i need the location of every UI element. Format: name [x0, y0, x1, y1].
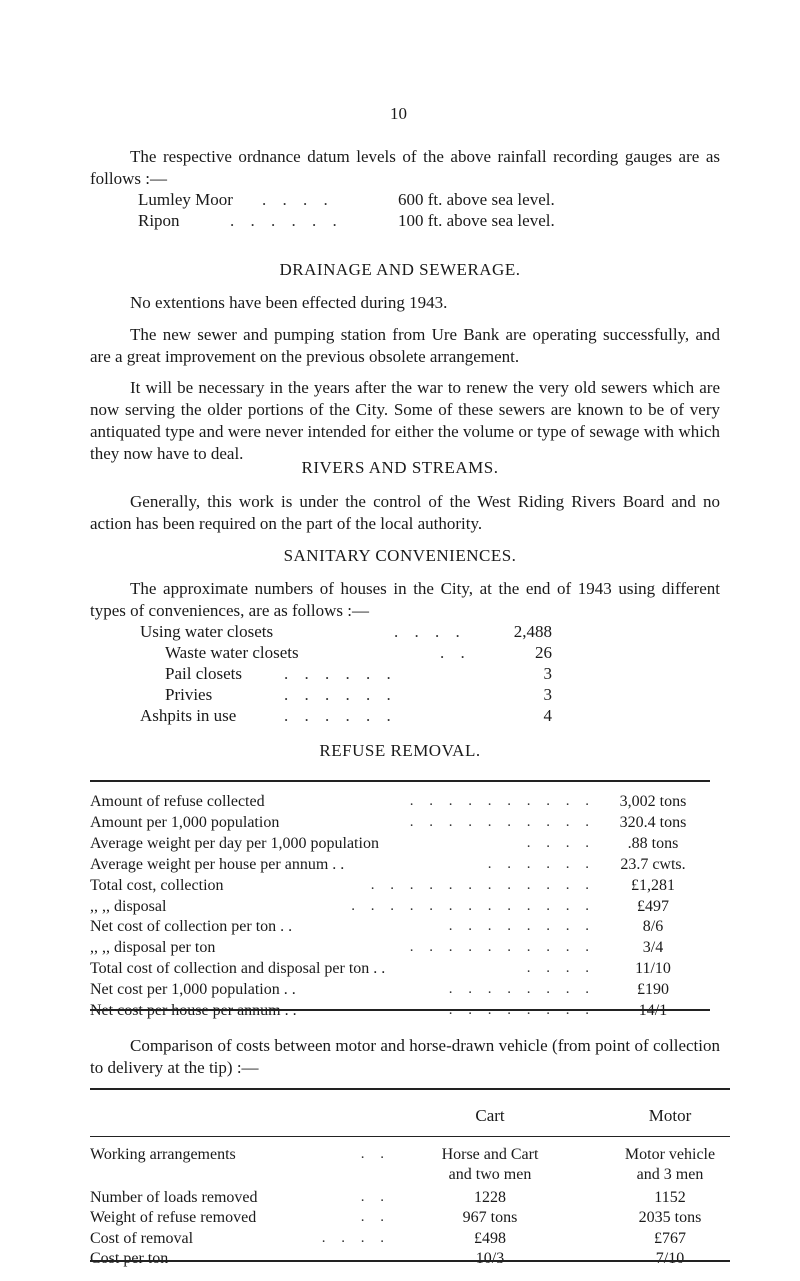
leader-dots: . . . . . . . . . . — [409, 813, 595, 830]
refuse-row-value: 23.7 cwts. — [620, 855, 686, 873]
refuse-row-label: Amount per 1,000 population — [90, 813, 280, 831]
gauge-place: Ripon — [138, 211, 180, 230]
section-heading-refuse: REFUSE REMOVAL. — [319, 741, 481, 760]
refuse-row-value: 11/10 — [635, 960, 671, 978]
leader-dots: . . — [360, 1189, 390, 1205]
leader-dots: . . . . — [526, 834, 595, 851]
section-heading-rivers: RIVERS AND STREAMS. — [301, 458, 499, 477]
gauge-level: 600 ft. above sea level. — [398, 190, 555, 209]
comparison-cart-value: 10/3 — [475, 1250, 505, 1267]
comparison-cart-value: £498 — [474, 1230, 506, 1247]
leader-dots: . . . . — [526, 960, 595, 977]
leader-dots: . . . . . . . . . . — [409, 793, 595, 809]
leader-dots: . . . . . . — [284, 685, 397, 704]
refuse-row-label: Total cost, collection — [90, 876, 224, 894]
comparison-cart-value: 1228 — [474, 1189, 506, 1206]
refuse-row-value: 8/6 — [642, 918, 664, 936]
comparison-row-label: Cost per ton — [90, 1250, 169, 1267]
comparison-row-label: Number of loads removed — [90, 1189, 258, 1206]
refuse-row-value: £1,281 — [631, 876, 675, 894]
gauge-level: 100 ft. above sea level. — [398, 211, 555, 230]
leader-dots: . . . . . . . . — [448, 918, 595, 935]
refuse-row-label: Net cost per 1,000 population . . — [90, 981, 296, 999]
refuse-row-label: Net cost of collection per ton . . — [90, 918, 293, 936]
convenience-count: 4 — [543, 706, 552, 725]
paragraph: It will be necessary in the years after the war to renew the very old sewers which are now serving the older portions of the City. Some of these sewers are known to be of very antiquated type and were never intended for either the volume or type of sewage with which they now have to deal. — [90, 378, 720, 463]
page-number: 10 — [390, 104, 407, 123]
convenience-count: 3 — [543, 664, 552, 683]
comparison-top-rule — [90, 1088, 730, 1090]
comparison-motor-value: 7/10 — [655, 1250, 685, 1267]
refuse-row-label: Average weight per day per 1,000 population — [90, 834, 379, 852]
convenience-label: Waste water closets — [165, 643, 299, 662]
leader-dots: . . . . . . . . . . . . — [370, 876, 595, 893]
table-bottom-rule — [90, 1009, 710, 1011]
comparison-motor-value: and 3 men — [636, 1166, 704, 1183]
column-header-motor: Motor — [648, 1106, 692, 1125]
leader-dots: . . . . . . — [284, 664, 397, 683]
section-heading-sanitary: SANITARY CONVENIENCES. — [283, 546, 517, 565]
convenience-label: Privies — [165, 685, 213, 704]
gauge-place: Lumley Moor — [138, 190, 233, 209]
comparison-motor-value: 1152 — [654, 1189, 686, 1206]
leader-dots: . . . . . . — [230, 211, 343, 230]
refuse-row-label: Amount of refuse collected — [90, 793, 265, 810]
leader-dots: . . . . . . . . — [448, 1002, 595, 1018]
refuse-row-label: Total cost of collection and disposal per ton . . — [90, 960, 386, 978]
leader-dots: . . . . . . — [487, 855, 595, 872]
comparison-motor-value: 2035 tons — [638, 1209, 702, 1226]
convenience-count: 2,488 — [513, 622, 552, 641]
comparison-header-rule — [90, 1136, 730, 1137]
comparison-row-label: Weight of refuse removed — [90, 1209, 257, 1226]
comparison-motor-value: Motor vehicle — [624, 1146, 716, 1163]
convenience-label: Pail closets — [165, 664, 242, 683]
comparison-intro: Comparison of costs between motor and horse-drawn vehicle (from point of collection to delivery at the tip) :— — [90, 1036, 720, 1077]
leader-dots: . . — [360, 1209, 390, 1225]
column-header-cart: Cart — [475, 1106, 505, 1125]
convenience-label: Using water closets — [140, 622, 274, 641]
comparison-motor-value: £767 — [654, 1230, 686, 1247]
leader-dots: . . . . — [262, 190, 334, 209]
paragraph: The approximate numbers of houses in the City, at the end of 1943 using different types of conveniences, are as follows :— — [90, 579, 720, 620]
refuse-row-label: Net cost per house per annum . . — [90, 1002, 297, 1019]
refuse-row-value: .88 tons — [627, 834, 679, 852]
leader-dots: . . . . — [394, 622, 466, 641]
paragraph: The new sewer and pumping station from Ure Bank are operating successfully, and are a great improvement on the previous obsolete arrangement. — [90, 325, 720, 366]
leader-dots: . . . . . . . . . . . . . — [351, 897, 595, 914]
refuse-row-label: ,, ,, disposal per ton — [90, 939, 216, 957]
leader-dots: . . — [360, 1146, 390, 1162]
refuse-row-value: £497 — [637, 897, 669, 915]
convenience-label: Ashpits in use — [140, 706, 237, 725]
leader-dots: . . . . . . — [290, 1250, 398, 1266]
comparison-cart-value: Horse and Cart — [441, 1146, 539, 1163]
leader-dots: . . — [440, 643, 471, 662]
refuse-row-label: ,, ,, disposal — [90, 897, 167, 915]
leader-dots: . . . . . . — [284, 706, 397, 725]
refuse-row-label: Average weight per house per annum . . — [90, 855, 345, 873]
comparison-row-label: Working arrangements — [90, 1146, 236, 1163]
comparison-cart-value: and two men — [448, 1166, 532, 1183]
refuse-row-value: 3,002 tons — [619, 793, 687, 810]
leader-dots: . . . . . . . . — [448, 981, 595, 998]
section-heading-drainage: DRAINAGE AND SEWERAGE. — [279, 260, 521, 279]
paragraph: Generally, this work is under the control of the West Riding Rivers Board and no action has been required on the part of the local authority. — [90, 492, 720, 533]
comparison-row-label: Cost of removal — [90, 1230, 194, 1247]
refuse-row-value: 14/1 — [638, 1002, 668, 1019]
refuse-row-value: 320.4 tons — [619, 813, 687, 831]
comparison-cart-value: 967 tons — [462, 1209, 518, 1226]
table-top-rule — [90, 780, 710, 782]
convenience-count: 26 — [535, 643, 552, 662]
convenience-count: 3 — [543, 685, 552, 704]
paragraph: No extentions have been effected during 1943. — [130, 293, 448, 312]
comparison-bottom-rule — [90, 1260, 730, 1262]
leader-dots: . . . . — [321, 1230, 390, 1246]
gauges-intro: The respective ordnance datum levels of the above rainfall recording gauges are as follows :— — [90, 147, 720, 188]
leader-dots: . . . . . . . . . . — [409, 939, 595, 956]
refuse-row-value: £190 — [637, 981, 669, 999]
refuse-row-value: 3/4 — [642, 939, 664, 957]
